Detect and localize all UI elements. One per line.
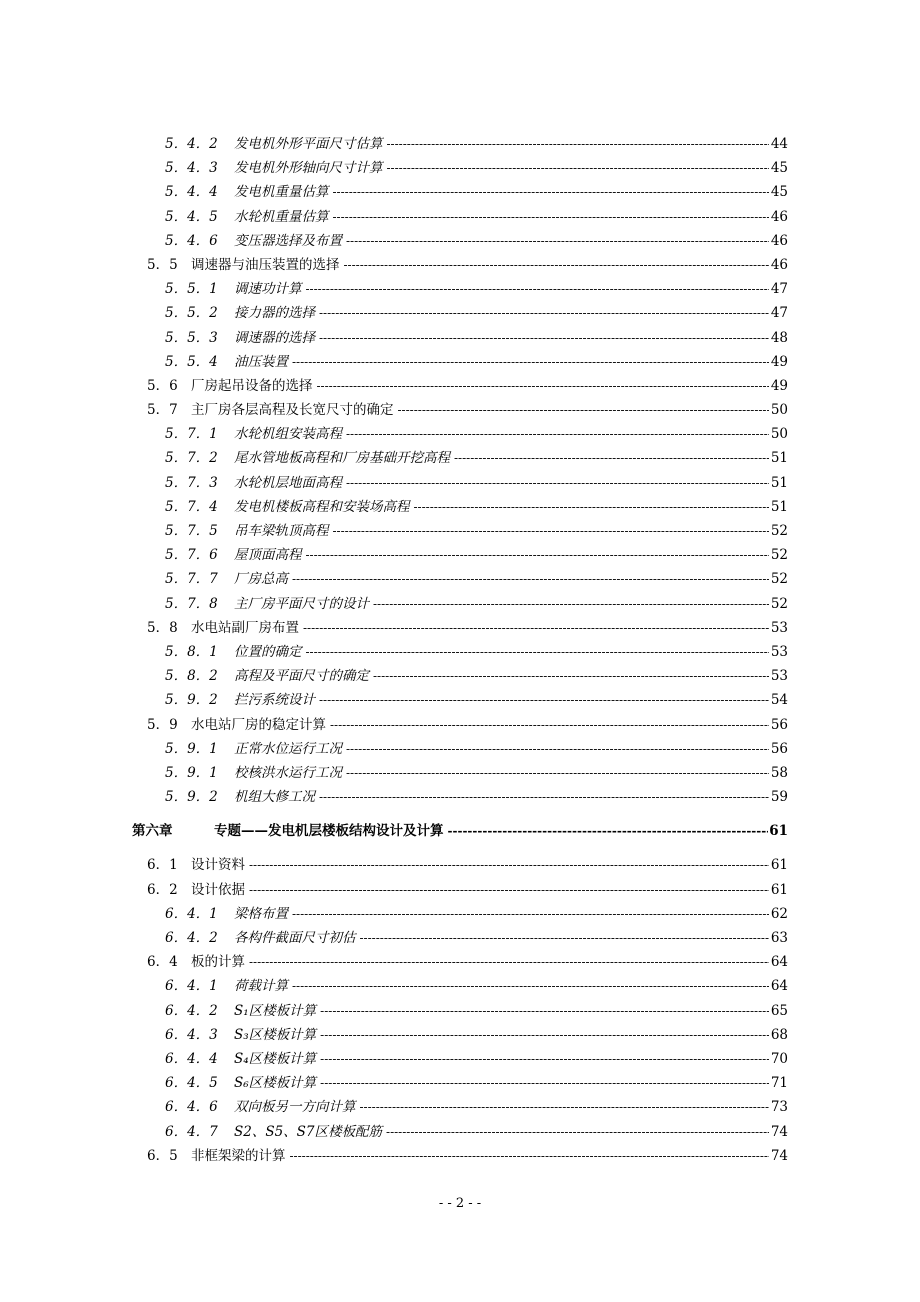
toc-leader	[373, 664, 769, 688]
toc-entry-page: 62	[770, 905, 788, 922]
toc-entry-title: 发电机楼板高程和安装场高程	[234, 498, 410, 515]
toc-entry-title: 变压器选择及布置	[234, 232, 342, 249]
toc-entry-page: 49	[770, 353, 788, 370]
toc-entry-page: 46	[770, 256, 788, 273]
toc-entry[interactable]	[0, 253, 920, 277]
toc-entry-number: 5．7．7	[165, 571, 218, 588]
toc-entry-page: 68	[770, 1026, 788, 1043]
toc-leader	[360, 1095, 770, 1119]
toc-entry-title: 荷载计算	[234, 978, 288, 995]
toc-entry-number: 6．4	[147, 954, 178, 971]
toc-leader	[346, 422, 769, 446]
toc-entry-page: 51	[770, 498, 788, 515]
toc-entry-page: 56	[770, 740, 788, 757]
toc-entry-page: 45	[770, 160, 788, 177]
toc-entry-page: 50	[770, 402, 788, 419]
toc-entry-page: 49	[770, 377, 788, 394]
toc-entry-page: 59	[770, 789, 788, 806]
toc-entry[interactable]	[0, 519, 920, 543]
toc-entry-number: 6．2	[147, 881, 178, 898]
toc-entry-title: 水轮机层地面高程	[234, 474, 342, 491]
toc-entry-number: 5．7．6	[165, 547, 218, 564]
toc-entry-title: 非框架梁的计算	[191, 1147, 286, 1164]
toc-entry-page: 63	[770, 930, 788, 946]
toc-entry[interactable]	[0, 156, 920, 180]
toc-entry[interactable]	[0, 277, 920, 301]
toc-entry-title: 水电站副厂房布置	[191, 619, 299, 636]
toc-entry-title: 水电站厂房的稳定计算	[191, 716, 326, 733]
toc-entry[interactable]	[0, 495, 920, 519]
toc-leader	[387, 132, 770, 156]
toc-entry-page: 53	[770, 619, 788, 636]
toc-leader	[386, 1120, 769, 1144]
toc-leader	[333, 519, 770, 543]
toc-entry[interactable]	[0, 761, 920, 785]
toc-entry-title: 调速功计算	[234, 281, 302, 298]
toc-entry[interactable]	[0, 1144, 920, 1168]
toc-leader	[320, 1023, 769, 1047]
toc-entry-number: 5．6	[147, 377, 178, 394]
toc-entry-number: 5．7．8	[165, 595, 218, 612]
toc-entry-title: 油压装置	[234, 353, 288, 370]
toc-leader	[292, 902, 769, 926]
toc-entry-title: 发电机外形轴向尺寸计算	[234, 160, 383, 177]
toc-entry-title: S₆区楼板计算	[234, 1075, 317, 1092]
toc-leader	[306, 640, 770, 664]
toc-entry-number: 6．4．1	[165, 978, 218, 995]
toc-entry-number: 5．7．5	[165, 523, 218, 539]
toc-entry-title: 厂房起吊设备的选择	[191, 377, 313, 394]
toc-entry-number: 第六章	[132, 823, 173, 840]
toc-entry-page: 52	[770, 523, 788, 539]
toc-entry-title: S₃区楼板计算	[234, 1026, 317, 1043]
toc-leader	[333, 205, 770, 229]
toc-entry-page: 54	[770, 692, 788, 709]
toc-entry-number: 6．4．3	[165, 1026, 218, 1043]
toc-leader	[320, 1047, 769, 1071]
toc-leader	[360, 926, 770, 950]
toc-leader	[306, 543, 770, 567]
toc-leader	[387, 156, 770, 180]
toc-entry-page: 52	[770, 547, 788, 564]
toc-entry-title: 拦污系统设计	[234, 692, 315, 709]
toc-entry-page: 64	[770, 978, 788, 995]
toc-leader	[290, 1144, 770, 1168]
toc-entry-page: 45	[770, 184, 788, 201]
toc-leader	[346, 471, 769, 495]
toc-entry-number: 6．4．6	[165, 1099, 218, 1116]
toc-entry[interactable]	[0, 785, 920, 809]
toc-leader	[373, 592, 769, 616]
toc-entry-page: 44	[770, 136, 788, 152]
toc-entry[interactable]	[0, 688, 920, 712]
toc-entry[interactable]	[0, 902, 920, 926]
toc-entry-number: 6．5	[147, 1147, 178, 1164]
toc-entry-title: S₁区楼板计算	[234, 1002, 317, 1019]
toc-leader	[320, 999, 769, 1023]
toc-entry-page: 52	[770, 595, 788, 612]
toc-entry[interactable]	[0, 878, 920, 902]
toc-entry[interactable]	[0, 374, 920, 398]
toc-entry[interactable]	[0, 1095, 920, 1119]
toc-leader	[330, 713, 769, 737]
toc-entry-page: 46	[770, 208, 788, 225]
toc-leader	[292, 974, 769, 998]
toc-entry-number: 5．7．3	[165, 474, 218, 491]
toc-leader	[292, 350, 769, 374]
toc-entry-page: 52	[770, 571, 788, 588]
toc-entry-number: 6．4．5	[165, 1075, 218, 1092]
toc-entry-number: 5．4．6	[165, 232, 218, 249]
toc-entry[interactable]	[0, 326, 920, 350]
table-of-contents	[0, 132, 920, 1168]
toc-entry[interactable]	[0, 1023, 920, 1047]
toc-leader	[414, 495, 770, 519]
toc-entry-page: 46	[770, 232, 788, 249]
toc-entry-title: 厂房总高	[234, 571, 288, 588]
toc-entry-number: 5．5．1	[165, 281, 218, 298]
toc-leader	[346, 229, 769, 253]
toc-chapter-entry[interactable]	[0, 819, 920, 843]
toc-entry[interactable]	[0, 1120, 920, 1144]
toc-entry-title: 机组大修工况	[234, 789, 315, 806]
toc-entry[interactable]	[0, 950, 920, 974]
toc-entry-number: 5．7．4	[165, 498, 218, 515]
toc-entry-title: S2、S5、S7区楼板配筋	[234, 1123, 383, 1140]
toc-leader	[398, 398, 770, 422]
toc-entry-number: 5．9．1	[165, 764, 218, 781]
toc-entry[interactable]	[0, 1071, 920, 1095]
toc-entry[interactable]	[0, 999, 920, 1023]
toc-entry-title: 校核洪水运行工况	[234, 764, 342, 781]
toc-entry[interactable]	[0, 398, 920, 422]
toc-entry-title: 水轮机组安装高程	[234, 426, 342, 443]
toc-entry-number: 5．9．2	[165, 692, 218, 709]
toc-leader	[319, 301, 769, 325]
toc-entry-title: S₄区楼板计算	[234, 1050, 317, 1067]
toc-entry-number: 6．4．2	[165, 930, 218, 946]
toc-entry-page: 50	[770, 426, 788, 443]
toc-entry-page: 61	[770, 857, 788, 874]
toc-leader	[306, 277, 770, 301]
toc-entry-number: 5．4．5	[165, 208, 218, 225]
toc-entry-title: 吊车梁轨顶高程	[234, 523, 329, 539]
toc-entry[interactable]	[0, 1047, 920, 1071]
toc-entry[interactable]	[0, 471, 920, 495]
toc-entry[interactable]	[0, 592, 920, 616]
toc-entry[interactable]	[0, 350, 920, 374]
toc-leader	[319, 326, 769, 350]
toc-entry[interactable]	[0, 974, 920, 998]
toc-leader	[333, 180, 770, 204]
toc-entry-title: 设计依据	[191, 881, 245, 898]
toc-leader	[303, 616, 769, 640]
toc-entry[interactable]	[0, 926, 920, 950]
toc-entry-page: 56	[770, 716, 788, 733]
toc-entry-title: 梁格布置	[234, 905, 288, 922]
toc-leader	[292, 567, 769, 591]
toc-leader	[346, 761, 769, 785]
toc-entry-page: 65	[770, 1002, 788, 1019]
toc-entry-number: 5．4．4	[165, 184, 218, 201]
toc-entry[interactable]	[0, 446, 920, 470]
toc-entry-number: 5．5．2	[165, 305, 218, 322]
toc-entry-number: 5．5．4	[165, 353, 218, 370]
toc-entry-number: 5．8．2	[165, 668, 218, 685]
toc-entry-page: 47	[770, 305, 788, 322]
toc-entry[interactable]	[0, 229, 920, 253]
toc-entry-number: 5．8．1	[165, 643, 218, 660]
toc-entry[interactable]	[0, 616, 920, 640]
toc-entry-title: 设计资料	[191, 857, 245, 874]
page-number: - - 2 - -	[438, 1196, 482, 1211]
toc-entry-title: 尾水管地板高程和厂房基础开挖高程	[234, 450, 450, 467]
toc-entry-page: 53	[770, 643, 788, 660]
toc-entry-page: 74	[770, 1123, 788, 1140]
toc-entry-page: 74	[770, 1147, 788, 1164]
toc-leader	[249, 878, 769, 902]
toc-entry-number: 6．1	[147, 857, 178, 874]
toc-entry-title: 发电机外形平面尺寸估算	[234, 136, 383, 152]
toc-leader	[249, 950, 769, 974]
toc-entry-title: 主厂房平面尺寸的设计	[234, 595, 369, 612]
toc-entry[interactable]	[0, 543, 920, 567]
toc-entry[interactable]	[0, 640, 920, 664]
toc-leader	[346, 737, 769, 761]
toc-entry-title: 高程及平面尺寸的确定	[234, 668, 369, 685]
toc-entry[interactable]	[0, 422, 920, 446]
toc-entry-page: 71	[770, 1075, 788, 1092]
toc-leader	[249, 853, 769, 877]
toc-entry[interactable]	[0, 853, 920, 877]
toc-entry-number: 6．4．2	[165, 1002, 218, 1019]
toc-entry-title: 双向板另一方向计算	[234, 1099, 356, 1116]
toc-entry-number: 6．4．7	[165, 1123, 218, 1140]
toc-entry[interactable]	[0, 737, 920, 761]
toc-entry-page: 48	[770, 329, 788, 346]
toc-entry-number: 5．7	[147, 402, 178, 419]
toc-entry-page: 53	[770, 668, 788, 685]
toc-entry[interactable]	[0, 301, 920, 325]
toc-entry[interactable]	[0, 205, 920, 229]
toc-entry-number: 5．5	[147, 256, 178, 273]
toc-entry-number: 5．9．2	[165, 789, 218, 806]
toc-entry-title: 主厂房各层高程及长宽尺寸的确定	[191, 402, 394, 419]
toc-entry[interactable]	[0, 132, 920, 156]
toc-entry[interactable]	[0, 664, 920, 688]
toc-entry-title: 接力器的选择	[234, 305, 315, 322]
toc-entry-title: 发电机重量估算	[234, 184, 329, 201]
toc-entry-number: 5．8	[147, 619, 178, 636]
toc-entry-title: 调速器与油压装置的选择	[191, 256, 340, 273]
toc-entry-page: 61	[769, 823, 788, 840]
toc-leader	[317, 374, 770, 398]
toc-entry-number: 6．4．4	[165, 1050, 218, 1067]
toc-entry-title: 板的计算	[191, 954, 245, 971]
toc-entry-number: 5．4．3	[165, 160, 218, 177]
toc-entry-title: 正常水位运行工况	[234, 740, 342, 757]
toc-entry-title: 各构件截面尺寸初估	[234, 930, 356, 946]
toc-leader	[319, 785, 769, 809]
toc-entry-page: 58	[770, 764, 788, 781]
toc-leader	[454, 446, 769, 470]
toc-entry-number: 5．9．1	[165, 740, 218, 757]
toc-entry-page: 51	[770, 450, 788, 467]
toc-entry-page: 64	[770, 954, 788, 971]
toc-entry-page: 73	[770, 1099, 788, 1116]
toc-entry-page: 61	[770, 881, 788, 898]
toc-entry-number: 5．7．2	[165, 450, 218, 467]
toc-entry[interactable]	[0, 713, 920, 737]
toc-entry[interactable]	[0, 180, 920, 204]
toc-entry[interactable]	[0, 567, 920, 591]
toc-leader	[448, 819, 769, 843]
toc-entry-number: 5．5．3	[165, 329, 218, 346]
toc-entry-number: 5．9	[147, 716, 178, 733]
toc-leader	[344, 253, 770, 277]
toc-entry-title: 位置的确定	[234, 643, 302, 660]
toc-entry-title: 屋顶面高程	[234, 547, 302, 564]
toc-entry-number: 5．4．2	[165, 136, 218, 152]
toc-entry-page: 51	[770, 474, 788, 491]
toc-entry-number: 5．7．1	[165, 426, 218, 443]
toc-entry-title: 调速器的选择	[234, 329, 315, 346]
toc-entry-page: 70	[770, 1050, 788, 1067]
toc-entry-title: 水轮机重量估算	[234, 208, 329, 225]
toc-entry-number: 6．4．1	[165, 905, 218, 922]
toc-leader	[320, 1071, 769, 1095]
toc-leader	[319, 688, 769, 712]
toc-entry-page: 47	[770, 281, 788, 298]
toc-entry-title: 专题——发电机层楼板结构设计及计算	[214, 823, 444, 840]
